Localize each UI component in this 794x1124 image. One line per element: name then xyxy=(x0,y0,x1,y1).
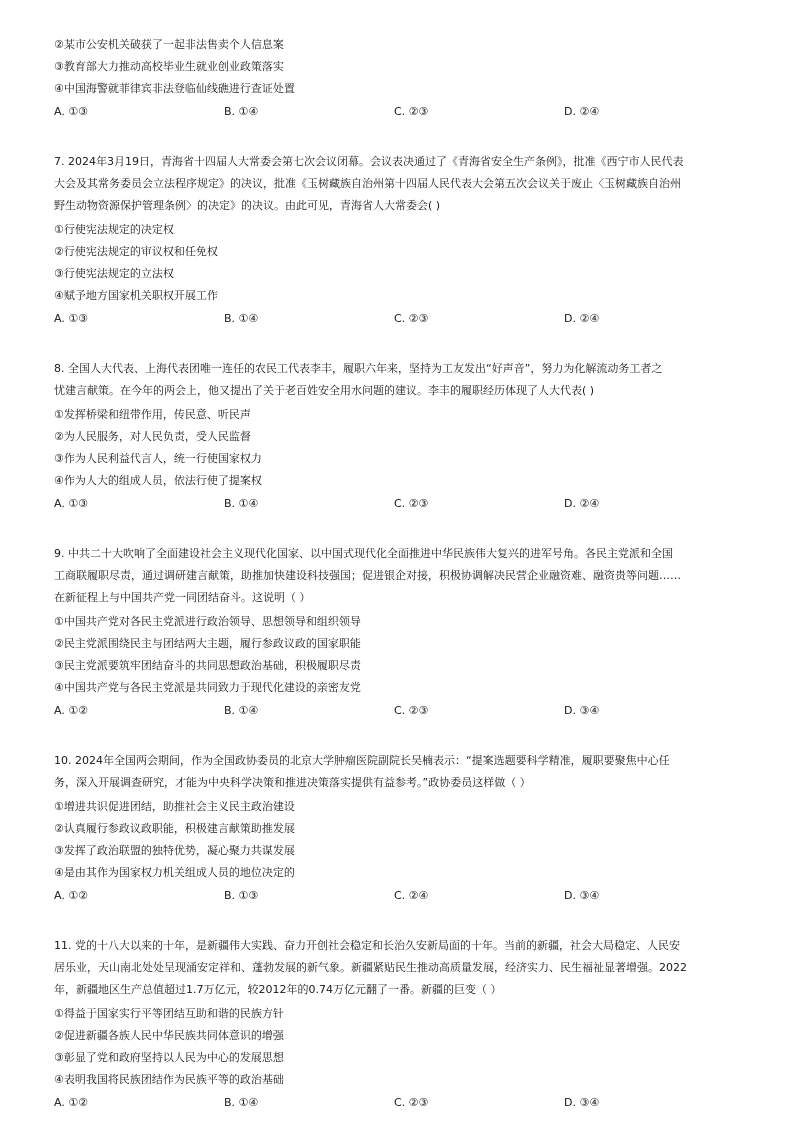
stem-line: 工商联履职尽责，通过调研建言献策，助推加快建设科技强国；促进银企对接，积极协调解决民营企业融资难、融资贵等问题…… xyxy=(54,569,681,582)
option-1: ①中国共产党对各民主党派进行政治领导、思想领导和组织领导 xyxy=(54,615,361,628)
stem-line: 大会及其常务委员会立法程序规定》的决议，批准《玉树藏族自治州第十四届人民代表大会第五次会议关于废止〈玉树藏族自治州 xyxy=(54,177,681,190)
question-11 xyxy=(54,935,744,1114)
answer-choices xyxy=(54,885,744,907)
answer-choices xyxy=(54,493,744,515)
option-4: ④赋予地方国家机关职权开展工作 xyxy=(54,289,218,302)
question-10 xyxy=(54,750,744,907)
answer-choices xyxy=(54,1092,744,1114)
choice-c[interactable]: C. ②③ xyxy=(394,704,429,717)
stem-line: 务，深入开展调查研究，才能为中央科学决策和推进决策落实提供有益参考。”政协委员这样做（ ） xyxy=(54,776,531,789)
question-stem xyxy=(54,358,744,402)
choice-b[interactable]: B. ①④ xyxy=(224,312,259,325)
stem-line: 野生动物资源保护管理条例〉的决定》的决议。由此可见，青海省人大常委会( ) xyxy=(54,199,441,212)
option-3: ③行使宪法规定的立法权 xyxy=(54,267,174,280)
choice-d[interactable]: D. ③④ xyxy=(564,889,600,902)
question-7 xyxy=(54,151,744,330)
choice-a[interactable]: A. ①② xyxy=(54,889,89,902)
choice-c[interactable]: C. ②③ xyxy=(394,105,429,118)
option-3: ③民主党派要筑牢团结奋斗的共同思想政治基础，积极履职尽责 xyxy=(54,659,361,672)
choice-c[interactable]: C. ②④ xyxy=(394,889,429,902)
stem-line: 8. 全国人大代表、上海代表团唯一连任的农民工代表李丰，履职六年来，坚持为工友发出“好声音”，努力为化解流动务工者之 xyxy=(54,362,663,375)
option-4: ④作为人大的组成人员，依法行使了提案权 xyxy=(54,474,262,487)
choice-d[interactable]: D. ③④ xyxy=(564,1096,600,1109)
option-3: ③教育部大力推动高校毕业生就业创业政策落实 xyxy=(54,60,284,73)
stem-line: 11. 党的十八大以来的十年，是新疆伟大实践、奋力开创社会稳定和长治久安新局面的十年。当前的新疆，社会大局稳定、人民安 xyxy=(54,939,680,952)
stem-line: 居乐业，天山南北处处呈现涌安定祥和、蓬勃发展的新气象。新疆紧贴民生推动高质量发展，经济实力、民生福祉显著增强。2022 xyxy=(54,961,687,974)
option-4: ④中国海警就菲律宾非法登临仙线礁进行查证处置 xyxy=(54,82,295,95)
stem-line: 9. 中共二十大吹响了全面建设社会主义现代化国家、以中国式现代化全面推进中华民族伟大复兴的进军号角。各民主党派和全国 xyxy=(54,547,673,560)
exam-page xyxy=(54,34,744,1114)
choice-b[interactable]: B. ①④ xyxy=(224,105,259,118)
choice-a[interactable]: A. ①③ xyxy=(54,497,89,510)
choice-c[interactable]: C. ②③ xyxy=(394,497,429,510)
question-8 xyxy=(54,358,744,515)
option-3: ③发挥了政治联盟的独特优势，凝心聚力共谋发展 xyxy=(54,844,295,857)
option-3: ③彰显了党和政府坚持以人民为中心的发展思想 xyxy=(54,1051,284,1064)
option-1: ①增进共识促进团结，助推社会主义民主政治建设 xyxy=(54,800,295,813)
choice-c[interactable]: C. ②③ xyxy=(394,1096,429,1109)
stem-line: 在新征程上与中国共产党一同团结奋斗。这说明（ ） xyxy=(54,591,311,604)
question-9 xyxy=(54,543,744,722)
choice-b[interactable]: B. ①④ xyxy=(224,497,259,510)
question-stem xyxy=(54,543,744,609)
option-2: ②为人民服务，对人民负责，受人民监督 xyxy=(54,430,251,443)
stem-line: 忧建言献策。在今年的两会上，他又提出了关于老百姓安全用水问题的建议。李丰的履职经历体现了人大代表( ) xyxy=(54,384,595,397)
choice-d[interactable]: D. ②④ xyxy=(564,497,600,510)
option-1: ①得益于国家实行平等团结互助和谐的民族方针 xyxy=(54,1007,284,1020)
option-4: ④中国共产党与各民主党派是共同致力于现代化建设的亲密友党 xyxy=(54,681,361,694)
option-2: ②认真履行参政议政职能，积极建言献策助推发展 xyxy=(54,822,295,835)
choice-a[interactable]: A. ①③ xyxy=(54,105,89,118)
choice-a[interactable]: A. ①② xyxy=(54,1096,89,1109)
answer-choices xyxy=(54,101,744,123)
question-stem xyxy=(54,151,744,217)
option-2: ②促进新疆各族人民中华民族共同体意识的增强 xyxy=(54,1029,284,1042)
choice-b[interactable]: B. ①④ xyxy=(224,1096,259,1109)
choice-b[interactable]: B. ①③ xyxy=(224,889,259,902)
option-1: ①行使宪法规定的决定权 xyxy=(54,223,174,236)
choice-a[interactable]: A. ①② xyxy=(54,704,89,717)
option-3: ③作为人民利益代言人，统一行使国家权力 xyxy=(54,452,262,465)
choice-d[interactable]: D. ③④ xyxy=(564,704,600,717)
option-4: ④表明我国将民族团结作为民族平等的政治基础 xyxy=(54,1073,284,1086)
option-4: ④是由其作为国家权力机关组成人员的地位决定的 xyxy=(54,866,295,879)
question-stem xyxy=(54,750,744,794)
stem-line: 年，新疆地区生产总值超过1.7万亿元，较2012年的0.74万亿元翻了一番。新疆的巨变（ ） xyxy=(54,983,502,996)
answer-choices xyxy=(54,700,744,722)
stem-line: 10. 2024年全国两会期间，作为全国政协委员的北京大学肿瘤医院副院长吴楠表示：“提案选题要科学精准，履职要聚焦中心任 xyxy=(54,754,670,767)
choice-c[interactable]: C. ②③ xyxy=(394,312,429,325)
choice-d[interactable]: D. ②④ xyxy=(564,105,600,118)
answer-choices xyxy=(54,308,744,330)
option-1: ①发挥桥梁和纽带作用，传民意、听民声 xyxy=(54,408,251,421)
option-2: ②行使宪法规定的审议权和任免权 xyxy=(54,245,218,258)
choice-b[interactable]: B. ①④ xyxy=(224,704,259,717)
option-2: ②某市公安机关破获了一起非法售卖个人信息案 xyxy=(54,38,284,51)
previous-question-tail xyxy=(54,34,744,123)
question-stem xyxy=(54,935,744,1001)
choice-a[interactable]: A. ①③ xyxy=(54,312,89,325)
option-2: ②民主党派围绕民主与团结两大主题，履行参政议政的国家职能 xyxy=(54,637,361,650)
choice-d[interactable]: D. ②④ xyxy=(564,312,600,325)
stem-line: 7. 2024年3月19日，青海省十四届人大常委会第七次会议闭幕。会议表决通过了《青海省安全生产条例》，批准《西宁市人民代表 xyxy=(54,155,684,168)
